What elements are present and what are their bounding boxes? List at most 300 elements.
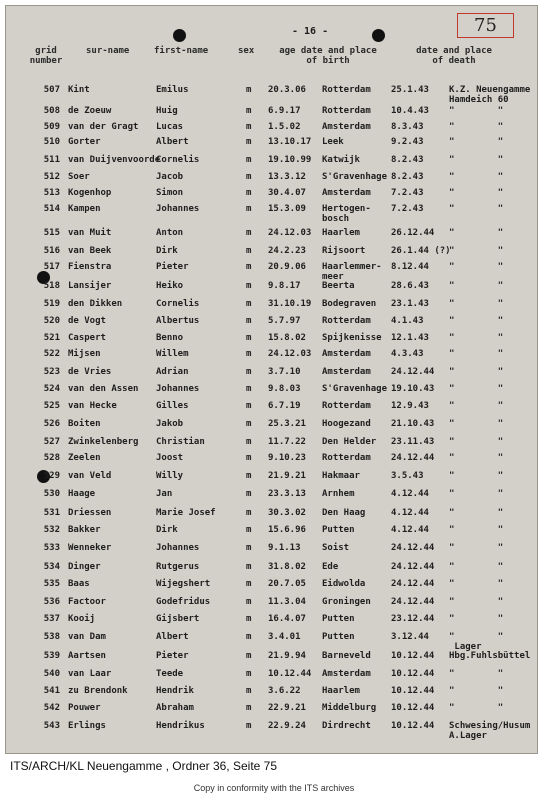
cell-surname: Kogenhop [68,188,112,198]
cell-firstname: Albert [156,137,189,147]
cell-surname: Factoor [68,597,106,607]
cell-place: Amsterdam [322,367,371,377]
cell-birth: 31.10.19 [268,299,312,309]
cell-note: " " [449,614,504,624]
cell-surname: Kampen [68,204,101,214]
cell-num: 531 [43,508,60,518]
cell-place: Den Haag [322,508,366,518]
cell-note: Hbg.Fuhlsbüttel [449,651,531,661]
cell-num: 516 [43,246,60,256]
cell-sex: m [246,669,252,679]
cell-death: 24.12.44 [391,579,435,589]
cell-firstname: Albert [156,632,189,642]
cell-note: " " [449,453,504,463]
cell-surname: van den Assen [68,384,139,394]
cell-num: 543 [43,721,60,731]
cell-death: 4.12.44 [391,525,429,535]
typed-page-label: - 16 - [292,26,329,37]
cell-sex: m [246,316,252,326]
cell-sex: m [246,401,252,411]
cell-num: 536 [43,597,60,607]
cell-death: 7.2.43 [391,204,424,214]
cell-place: Rotterdam [322,401,371,411]
cell-note: " " [449,401,504,411]
cell-num: 535 [43,579,60,589]
cell-surname: Gorter [68,137,101,147]
cell-birth: 23.3.13 [268,489,306,499]
cell-place: Dirdrecht [322,721,371,731]
cell-sex: m [246,508,252,518]
cell-note: " " [449,106,504,116]
cell-place: Eidwolda [322,579,366,589]
cell-death: 26.12.44 [391,228,435,238]
cell-surname: Caspert [68,333,106,343]
cell-num: 525 [43,401,60,411]
cell-firstname: Anton [156,228,184,238]
punch-hole-top-left [173,29,186,42]
cell-birth: 30.3.02 [268,508,306,518]
cell-place: Rotterdam [322,453,371,463]
cell-death: 26.1.44 (?) [391,246,451,256]
cell-surname: Driessen [68,508,112,518]
cell-surname: den Dikken [68,299,123,309]
cell-firstname: Gijsbert [156,614,200,624]
cell-note: " " [449,367,504,377]
cell-num: 534 [43,562,60,572]
cell-surname: Lansijer [68,281,112,291]
cell-surname: van Beek [68,246,112,256]
cell-surname: Fienstra [68,262,112,272]
cell-firstname: Simon [156,188,184,198]
cell-birth: 6.7.19 [268,401,301,411]
cell-num: 512 [43,172,60,182]
cell-death: 8.3.43 [391,122,424,132]
cell-firstname: Pieter [156,262,189,272]
cell-surname: Bakker [68,525,101,535]
cell-surname: Zeelen [68,453,101,463]
cell-note: Schwesing/Husum A.Lager [449,721,531,741]
cell-sex: m [246,246,252,256]
cell-place: Arnhem [322,489,355,499]
cell-note: " " [449,579,504,589]
cell-num: 521 [43,333,60,343]
cell-birth: 30.4.07 [268,188,306,198]
cell-birth: 21.9.21 [268,471,306,481]
cell-place: Spijkenisse [322,333,382,343]
cell-sex: m [246,137,252,147]
cell-death: 24.12.44 [391,597,435,607]
cell-death: 24.12.44 [391,453,435,463]
cell-surname: Zwinkelenberg [68,437,139,447]
cell-surname: van Veld [68,471,112,481]
cell-firstname: Heiko [156,281,184,291]
cell-note: " " [449,471,504,481]
cell-num: 510 [43,137,60,147]
cell-surname: Pouwer [68,703,101,713]
cell-sex: m [246,172,252,182]
cell-note: " " [449,172,504,182]
cell-birth: 22.9.21 [268,703,306,713]
cell-firstname: Teede [156,669,184,679]
cell-death: 23.12.44 [391,614,435,624]
cell-firstname: Johannes [156,543,200,553]
cell-birth: 11.3.04 [268,597,306,607]
cell-sex: m [246,419,252,429]
cell-sex: m [246,204,252,214]
cell-firstname: Willy [156,471,184,481]
cell-sex: m [246,686,252,696]
cell-note: " " [449,316,504,326]
cell-death: 10.12.44 [391,686,435,696]
cell-death: 23.1.43 [391,299,429,309]
cell-surname: Boiten [68,419,101,429]
cell-surname: Wenneker [68,543,112,553]
cell-note: " " [449,246,504,256]
cell-note: " " [449,669,504,679]
cell-sex: m [246,453,252,463]
cell-sex: m [246,614,252,624]
cell-place: Hakmaar [322,471,360,481]
cell-place: Hoogezand [322,419,371,429]
cell-num: 542 [43,703,60,713]
cell-birth: 21.9.94 [268,651,306,661]
cell-note: K.Z. Neuengamme Hamdeich 60 [449,85,531,105]
cell-note: " " [449,349,504,359]
cell-num: 538 [43,632,60,642]
cell-death: 25.1.43 [391,85,429,95]
cell-sex: m [246,579,252,589]
punch-hole-top-right [372,29,385,42]
cell-note: " " [449,188,504,198]
cell-note: " " Lager [449,632,504,652]
cell-sex: m [246,597,252,607]
cell-num: 509 [43,122,60,132]
cell-num: 530 [43,489,60,499]
cell-death: 10.12.44 [391,721,435,731]
cell-death: 24.12.44 [391,562,435,572]
cell-firstname: Jakob [156,419,184,429]
cell-num: 522 [43,349,60,359]
cell-note: " " [449,333,504,343]
cell-place: Amsterdam [322,349,371,359]
cell-num: 526 [43,419,60,429]
cell-surname: Kint [68,85,90,95]
cell-surname: Erlings [68,721,106,731]
cell-death: 3.12.44 [391,632,429,642]
cell-num: 539 [43,651,60,661]
cell-firstname: Albertus [156,316,200,326]
cell-surname: van Laar [68,669,112,679]
cell-place: Den Helder [322,437,377,447]
cell-note: " " [449,437,504,447]
cell-note: " " [449,262,504,272]
cell-firstname: Christian [156,437,205,447]
cell-surname: Dinger [68,562,101,572]
cell-death: 24.12.44 [391,543,435,553]
table-row [6,721,538,743]
cell-surname: Haage [68,489,96,499]
cell-death: 4.12.44 [391,489,429,499]
cell-birth: 19.10.99 [268,155,312,165]
cell-place: Rotterdam [322,316,371,326]
cell-birth: 9.10.23 [268,453,306,463]
cell-birth: 20.7.05 [268,579,306,589]
cell-place: Amsterdam [322,122,371,132]
cell-birth: 22.9.24 [268,721,306,731]
cell-note: " " [449,228,504,238]
cell-death: 4.12.44 [391,508,429,518]
cell-num: 529 [43,471,60,481]
cell-firstname: Godefridus [156,597,211,607]
cell-sex: m [246,651,252,661]
cell-surname: van Dam [68,632,106,642]
cell-firstname: Johannes [156,204,200,214]
cell-birth: 9.8.17 [268,281,301,291]
cell-sex: m [246,562,252,572]
cell-firstname: Dirk [156,246,178,256]
cell-sex: m [246,632,252,642]
cell-birth: 25.3.21 [268,419,306,429]
cell-death: 4.1.43 [391,316,424,326]
cell-num: 507 [43,85,60,95]
header-surname: sur-name [86,46,130,56]
cell-firstname: Willem [156,349,189,359]
cell-sex: m [246,367,252,377]
cell-num: 527 [43,437,60,447]
cell-surname: Kooij [68,614,96,624]
cell-note: " " [449,204,504,214]
cell-firstname: Hendrikus [156,721,205,731]
cell-place: Bodegraven [322,299,377,309]
cell-note: " " [449,281,504,291]
header-birth: age date and place of birth [279,46,377,66]
cell-death: 10.12.44 [391,651,435,661]
cell-birth: 1.5.02 [268,122,301,132]
cell-birth: 13.10.17 [268,137,312,147]
cell-death: 23.11.43 [391,437,435,447]
cell-num: 511 [43,155,60,165]
cell-surname: van Duijvenvoorde [68,155,161,165]
cell-firstname: Abraham [156,703,194,713]
cell-surname: zu Brendonk [68,686,128,696]
cell-birth: 16.4.07 [268,614,306,624]
cell-num: 532 [43,525,60,535]
cell-note: " " [449,137,504,147]
cell-death: 3.5.43 [391,471,424,481]
cell-place: Leek [322,137,344,147]
cell-sex: m [246,543,252,553]
cell-num: 533 [43,543,60,553]
cell-sex: m [246,122,252,132]
cell-note: " " [449,122,504,132]
cell-death: 7.2.43 [391,188,424,198]
cell-sex: m [246,703,252,713]
cell-death: 8.2.43 [391,172,424,182]
table-row [6,85,538,107]
cell-birth: 9.8.03 [268,384,301,394]
cell-note: " " [449,703,504,713]
cell-birth: 13.3.12 [268,172,306,182]
cell-place: Putten [322,614,355,624]
cell-birth: 20.3.06 [268,85,306,95]
cell-sex: m [246,155,252,165]
header-sex: sex [238,46,255,56]
cell-place: Soist [322,543,350,553]
cell-num: 517 [43,262,60,272]
cell-place: Rijsoort [322,246,366,256]
cell-death: 9.2.43 [391,137,424,147]
cell-sex: m [246,471,252,481]
cell-place: S'Gravenhage [322,384,388,394]
cell-death: 12.1.43 [391,333,429,343]
cell-firstname: Wijegshert [156,579,211,589]
cell-firstname: Gilles [156,401,189,411]
cell-firstname: Johannes [156,384,200,394]
cell-surname: van der Gragt [68,122,139,132]
cell-num: 518 [43,281,60,291]
cell-firstname: Jan [156,489,173,499]
cell-place: Groningen [322,597,371,607]
cell-place: Barneveld [322,651,371,661]
cell-place: Rotterdam [322,85,371,95]
handwritten-page-number: 75 [474,15,497,36]
cell-sex: m [246,489,252,499]
cell-surname: van Hecke [68,401,117,411]
cell-birth: 6.9.17 [268,106,301,116]
cell-birth: 11.7.22 [268,437,306,447]
cell-birth: 10.12.44 [268,669,312,679]
cell-sex: m [246,349,252,359]
cell-sex: m [246,437,252,447]
cell-sex: m [246,281,252,291]
cell-firstname: Marie Josef [156,508,216,518]
cell-birth: 24.2.23 [268,246,306,256]
cell-death: 8.2.43 [391,155,424,165]
cell-surname: Baas [68,579,90,589]
cell-death: 24.12.44 [391,367,435,377]
cell-firstname: Rutgerus [156,562,200,572]
cell-firstname: Hendrik [156,686,194,696]
cell-num: 537 [43,614,60,624]
cell-firstname: Jacob [156,172,184,182]
cell-firstname: Adrian [156,367,189,377]
cell-birth: 15.6.96 [268,525,306,535]
cell-sex: m [246,262,252,272]
cell-sex: m [246,299,252,309]
cell-death: 21.10.43 [391,419,435,429]
cell-firstname: Cornelis [156,155,200,165]
cell-note: " " [449,384,504,394]
cell-place: Beerta [322,281,355,291]
header-firstname: first-name [154,46,209,56]
cell-num: 520 [43,316,60,326]
cell-place: Ede [322,562,339,572]
cell-firstname: Lucas [156,122,184,132]
cell-firstname: Emilus [156,85,189,95]
cell-place: Katwijk [322,155,360,165]
cell-place: Middelburg [322,703,377,713]
cell-place: S'Gravenhage [322,172,388,182]
cell-num: 513 [43,188,60,198]
cell-birth: 5.7.97 [268,316,301,326]
cell-death: 8.12.44 [391,262,429,272]
cell-place: Amsterdam [322,669,371,679]
cell-firstname: Benno [156,333,184,343]
cell-place: Haarlem [322,228,360,238]
archival-document [5,5,538,754]
cell-num: 540 [43,669,60,679]
cell-place: Putten [322,632,355,642]
cell-place: Haarlemmer- meer [322,262,382,282]
cell-death: 19.10.43 [391,384,435,394]
cell-note: " " [449,597,504,607]
cell-note: " " [449,525,504,535]
cell-firstname: Huig [156,106,178,116]
cell-birth: 9.1.13 [268,543,301,553]
cell-surname: van Muit [68,228,112,238]
cell-note: " " [449,489,504,499]
cell-birth: 20.9.06 [268,262,306,272]
cell-num: 524 [43,384,60,394]
cell-birth: 15.8.02 [268,333,306,343]
cell-sex: m [246,333,252,343]
cell-sex: m [246,721,252,731]
cell-firstname: Cornelis [156,299,200,309]
cell-birth: 31.8.02 [268,562,306,572]
cell-death: 10.12.44 [391,669,435,679]
cell-place: Putten [322,525,355,535]
cell-surname: Soer [68,172,90,182]
cell-birth: 24.12.03 [268,349,312,359]
cell-surname: de Vries [68,367,112,377]
cell-num: 514 [43,204,60,214]
cell-note: " " [449,299,504,309]
cell-firstname: Dirk [156,525,178,535]
cell-death: 10.12.44 [391,703,435,713]
cell-place: Rotterdam [322,106,371,116]
cell-sex: m [246,525,252,535]
cell-surname: Aartsen [68,651,106,661]
table-row [6,204,538,226]
cell-sex: m [246,85,252,95]
cell-surname: de Vogt [68,316,106,326]
cell-surname: de Zoeuw [68,106,112,116]
cell-place: Amsterdam [322,188,371,198]
conformity-notice: Copy in conformity with the ITS archives [193,783,355,793]
cell-place: Haarlem [322,686,360,696]
cell-death: 12.9.43 [391,401,429,411]
header-grid-number: grid number [29,46,63,66]
cell-sex: m [246,106,252,116]
cell-num: 541 [43,686,60,696]
cell-birth: 15.3.09 [268,204,306,214]
cell-num: 523 [43,367,60,377]
cell-note: " " [449,543,504,553]
cell-note: " " [449,508,504,518]
cell-birth: 3.4.01 [268,632,301,642]
cell-note: " " [449,155,504,165]
cell-sex: m [246,228,252,238]
cell-birth: 3.6.22 [268,686,301,696]
cell-num: 508 [43,106,60,116]
cell-birth: 24.12.03 [268,228,312,238]
cell-num: 528 [43,453,60,463]
header-death: date and place of death [416,46,492,66]
cell-note: " " [449,686,504,696]
cell-firstname: Joost [156,453,184,463]
cell-birth: 3.7.10 [268,367,301,377]
cell-num: 515 [43,228,60,238]
